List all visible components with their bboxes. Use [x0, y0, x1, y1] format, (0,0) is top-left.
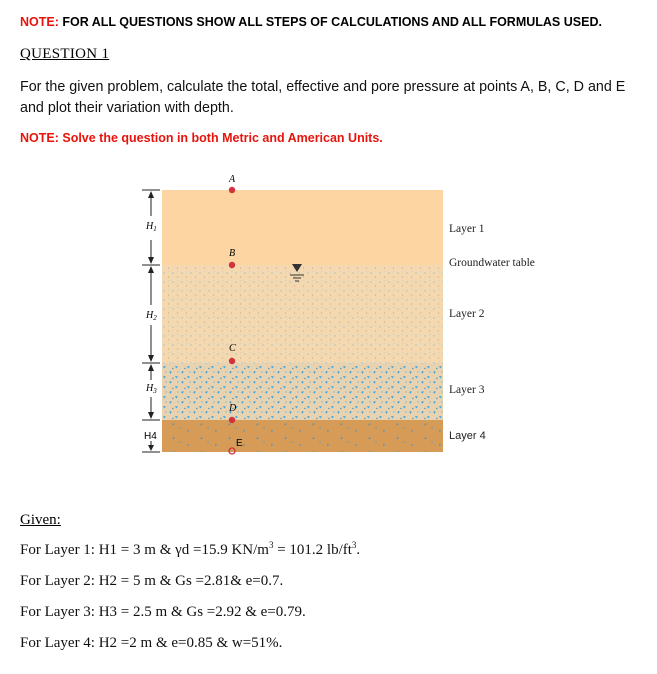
- given-layer4: For Layer 4: H2 =2 m & e=0.85 & w=51%.: [20, 635, 283, 651]
- point-c-label: C: [229, 343, 236, 354]
- point-b-marker: [229, 262, 235, 268]
- given-heading: Given:: [20, 512, 61, 528]
- layer1-label: Layer 1: [449, 223, 485, 235]
- point-d-marker: [229, 417, 235, 423]
- layer3-block: [162, 363, 443, 420]
- problem-statement: For the given problem, calculate the total, effective and pore pressure at points A, B, C, D and E and plot their variation with depth.: [20, 79, 626, 116]
- layer2-block: [162, 265, 443, 363]
- general-note: [20, 15, 602, 29]
- h2-label: $H_2$: [146, 310, 157, 322]
- given-layer3: For Layer 3: H3 = 2.5 m & Gs =2.92 & e=0.79.: [20, 604, 306, 620]
- question-title: QUESTION 1: [20, 46, 110, 62]
- layer3-label: Layer 3: [449, 384, 485, 396]
- layer4-block: [162, 420, 443, 452]
- point-c-marker: [229, 358, 235, 364]
- point-d-label: D: [229, 403, 237, 414]
- layer1-block: [162, 190, 443, 265]
- layer2-label: Layer 2: [449, 308, 485, 320]
- given-layer1: For Layer 1: H1 = 3 m & γd =15.9 $KN/m^3 = 101.2$ $lb/ft^3$.: [20, 540, 361, 558]
- point-a-label: A: [229, 174, 236, 185]
- point-e-label: E: [236, 438, 243, 449]
- note-prefix: NOTE:: [20, 15, 59, 29]
- units-note: NOTE: Solve the question in both Metric and American Units.: [20, 131, 383, 145]
- layer4-label: Layer 4: [449, 430, 486, 442]
- point-a-marker: [229, 187, 235, 193]
- note-text: FOR ALL QUESTIONS SHOW ALL STEPS OF CALCULATIONS AND ALL FORMULAS USED.: [58, 15, 602, 29]
- given-layer2: For Layer 2: H2 = 5 m & Gs =2.81& e=0.7.: [20, 573, 284, 589]
- point-b-label: B: [229, 248, 236, 259]
- h3-label: $H_3$: [146, 383, 157, 395]
- h1-label: $H_1$: [146, 221, 157, 233]
- h4-label: H4: [144, 431, 157, 442]
- groundwater-table-label: Groundwater table: [449, 257, 535, 269]
- soil-profile-figure: [0, 160, 657, 470]
